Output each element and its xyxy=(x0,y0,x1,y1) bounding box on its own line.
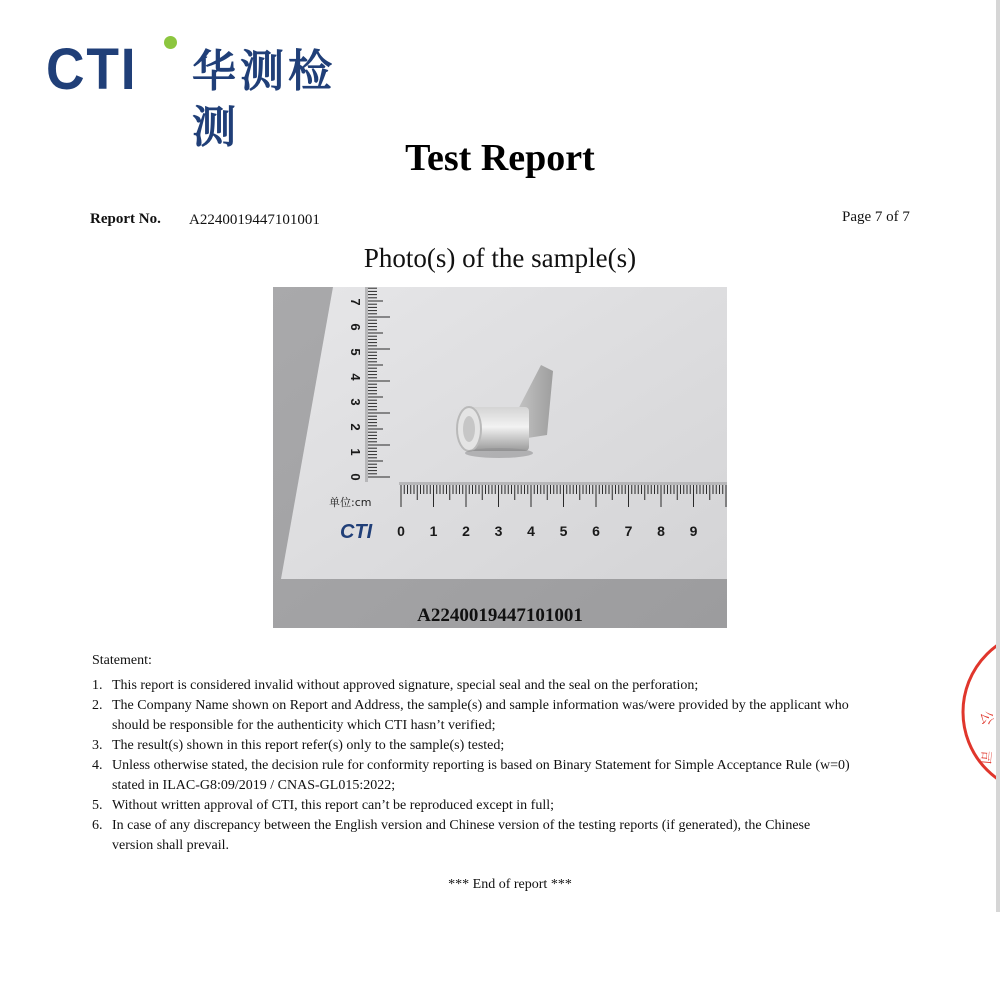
ruler-number: 1 xyxy=(429,523,438,539)
page-number: Page 7 of 7 xyxy=(842,209,910,225)
statement-item-number: 5. xyxy=(92,798,103,813)
statement-label: Statement: xyxy=(92,653,152,668)
sample-shadow xyxy=(465,448,533,458)
statement-list xyxy=(92,676,852,856)
statement-item-number: 2. xyxy=(92,698,103,713)
logo-dot-icon xyxy=(164,36,177,49)
ruler-number: 4 xyxy=(527,523,535,539)
ruler-number: 7 xyxy=(624,523,633,539)
logo-chinese-name: 华测检测 xyxy=(192,46,336,153)
ruler-number: 7 xyxy=(348,298,363,306)
statement-item xyxy=(92,736,852,756)
seal-drawing xyxy=(955,620,996,805)
ruler-number: 5 xyxy=(559,523,568,539)
ruler-unit-label: 单位:cm xyxy=(329,496,372,509)
statement-item-text: This report is considered invalid without approved signature, special seal and the seal on the perforation; xyxy=(112,678,699,693)
statement-item-text: In case of any discrepancy between the English version and Chinese version of the testing reports (if generated), the Chinese version shall prevail. xyxy=(112,818,811,853)
ruler-number: 2 xyxy=(348,423,363,431)
photo-section-heading: Photo(s) of the sample(s) xyxy=(363,243,637,273)
sample-tube-bore xyxy=(463,416,475,442)
ruler-number: 0 xyxy=(348,473,363,481)
seal-text-1: 公 xyxy=(977,709,996,727)
horizontal-ruler-edge xyxy=(399,482,727,485)
red-seal xyxy=(955,620,996,805)
ruler-brand-logo: CTI xyxy=(340,521,373,543)
report-number-value: A2240019447101001 xyxy=(189,212,320,228)
sample-photo-drawing xyxy=(273,287,727,628)
statement-item-text: The Company Name shown on Report and Address, the sample(s) and sample information was/were provided by the applicant who should be responsible for the authenticity which CTI hasn’t verified; xyxy=(112,698,849,733)
ruler-number: 0 xyxy=(397,523,405,539)
ruler-number: 1 xyxy=(348,448,363,456)
document-title: Test Report xyxy=(405,137,595,179)
sample-label: A2240019447101001 xyxy=(417,605,583,626)
statement-item xyxy=(92,816,852,856)
ruler-number: 6 xyxy=(348,323,363,331)
ruler-number: 4 xyxy=(348,373,363,381)
statement-item-number: 4. xyxy=(92,758,103,773)
statement-item-number: 3. xyxy=(92,738,103,753)
end-of-report: *** End of report *** xyxy=(448,877,572,892)
statement-item-number: 6. xyxy=(92,818,103,833)
vertical-ruler-edge xyxy=(365,287,368,482)
statement-item xyxy=(92,696,852,736)
ruler-number: 6 xyxy=(592,523,600,539)
statement-item xyxy=(92,676,852,696)
ruler-number: 9 xyxy=(689,523,698,539)
ruler-number: 8 xyxy=(657,523,665,539)
ruler-number: 3 xyxy=(494,523,503,539)
logo-wordmark: CTI xyxy=(46,37,138,102)
sample-photo xyxy=(273,287,727,628)
report-number-label: Report No. xyxy=(90,211,161,227)
statement-item-number: 1. xyxy=(92,678,103,693)
statement-item xyxy=(92,796,852,816)
statement-item-text: Unless otherwise stated, the decision rule for conformity reporting is based on Binary Statement for Simple Acceptance Rule (w=0) stated in ILAC-G8:09/2019 / CNAS-GL015:2022; xyxy=(112,758,850,793)
statement-item-text: Without written approval of CTI, this report can’t be reproduced except in full; xyxy=(112,798,554,813)
seal-text-2: 司 xyxy=(975,749,993,765)
statement-item-text: The result(s) shown in this report refer(s) only to the sample(s) tested; xyxy=(112,738,505,753)
ruler-number: 3 xyxy=(348,398,363,406)
ruler-number: 2 xyxy=(462,523,470,539)
ruler-number: 5 xyxy=(348,348,363,356)
statement-item xyxy=(92,756,852,796)
company-logo xyxy=(46,34,376,153)
